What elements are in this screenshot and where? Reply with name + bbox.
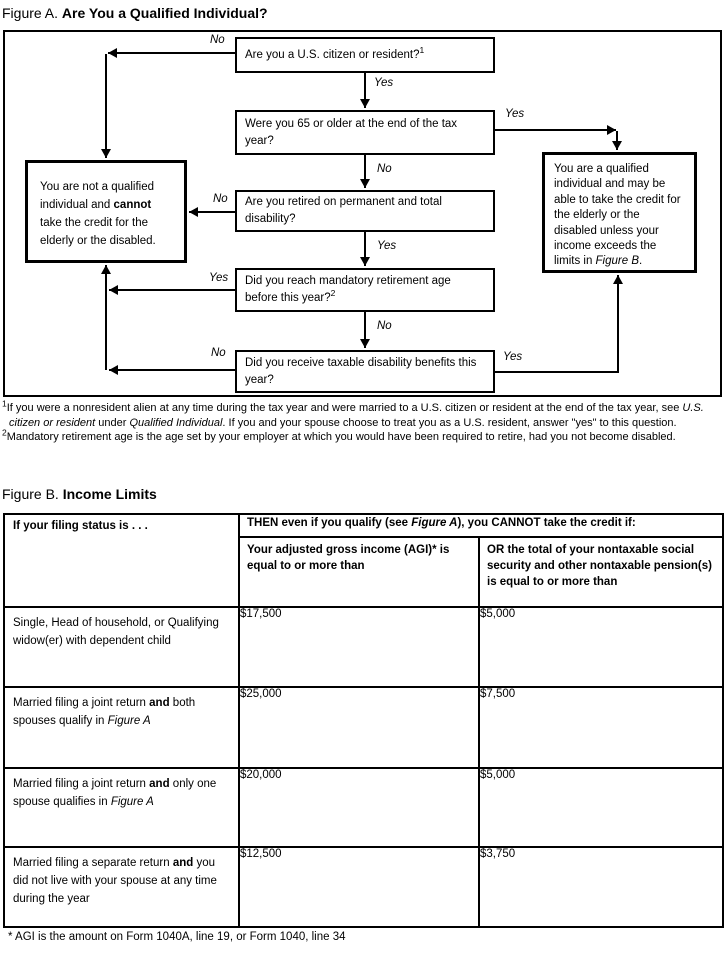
agi-amount-cell: $20,000 bbox=[239, 768, 479, 847]
nontaxable-amount-cell: $5,000 bbox=[479, 607, 723, 687]
nontaxable-column-header: OR the total of your nontaxable social security and other nontaxable pension(s) is equal to or more than bbox=[479, 537, 723, 607]
agi-amount-cell: $12,500 bbox=[239, 847, 479, 927]
table-row-single bbox=[4, 607, 723, 687]
table-row-separate-return bbox=[4, 847, 723, 927]
branch-label-no-q3: No bbox=[213, 193, 228, 205]
nontaxable-amount-cell: $5,000 bbox=[479, 768, 723, 847]
branch-label-yes-q4: Yes bbox=[209, 272, 229, 284]
nontaxable-amount-cell: $7,500 bbox=[479, 687, 723, 768]
agi-footnote: * AGI is the amount on Form 1040A, line 19, or Form 1040, line 34 bbox=[8, 931, 346, 943]
qualified-individual-flowchart bbox=[3, 30, 722, 397]
figure-a-title-text: Are You a Qualified Individual? bbox=[61, 5, 268, 21]
branch-label-yes-q1: Yes bbox=[374, 77, 394, 89]
figure-b-title-prefix: Figure B. bbox=[2, 486, 59, 502]
figure-b-title bbox=[2, 486, 157, 502]
flowchart-question-citizen: Are you a U.S. citizen or resident?$^1$ bbox=[235, 37, 495, 73]
figure-a-title-prefix: Figure A. bbox=[2, 5, 59, 21]
figure-a-footnote-1: $^1$If you were a nonresident alien at any time during the tax year and were married to a U.S. citizen or resident at the end of the tax year, see U.S. citizen or resident under Qualified Individual. If you and your spouse choose to treat you as a U.S. resident, answer "yes" to this question. bbox=[2, 398, 704, 429]
figure-a-footnotes bbox=[2, 398, 721, 445]
branch-label-yes-q3: Yes bbox=[377, 240, 397, 252]
branch-label-no-q4: No bbox=[377, 320, 392, 332]
flowchart-question-retired-disability: Are you retired on permanent and total disability? bbox=[235, 190, 495, 232]
income-limits-table bbox=[3, 513, 724, 928]
agi-amount-cell: $17,500 bbox=[239, 607, 479, 687]
then-qualify-header: THEN even if you qualify (see Figure A), you CANNOT take the credit if: bbox=[239, 514, 723, 537]
filing-status-cell: Married filing a joint return and only one spouse qualifies in Figure A bbox=[4, 768, 239, 847]
branch-label-no-q1: No bbox=[210, 34, 225, 46]
filing-status-cell: Single, Head of household, or Qualifying widow(er) with dependent child bbox=[4, 607, 239, 687]
table-row-joint-one-qualifies bbox=[4, 768, 723, 847]
outcome-qualified: You are a qualified individual and may be able to take the credit for the elderly or the disabled unless your income exceeds the limits in Figure B. bbox=[542, 152, 697, 273]
filing-status-cell: Married filing a joint return and both spouses qualify in Figure A bbox=[4, 687, 239, 768]
branch-label-yes-q2: Yes bbox=[505, 108, 525, 120]
branch-label-no-q2: No bbox=[377, 163, 392, 175]
filing-status-header: If your filing status is . . . bbox=[4, 514, 239, 607]
outcome-not-qualified: You are not a qualified individual and cannot take the credit for the elderly or the disabled. bbox=[25, 160, 187, 263]
agi-column-header: Your adjusted gross income (AGI)* is equal to or more than bbox=[239, 537, 479, 607]
table-row-joint-both-qualify bbox=[4, 687, 723, 768]
branch-label-yes-q5: Yes bbox=[503, 351, 523, 363]
figure-b-title-text: Income Limits bbox=[62, 486, 157, 502]
agi-amount-cell: $25,000 bbox=[239, 687, 479, 768]
flowchart-question-taxable-benefits: Did you receive taxable disability benefits this year? bbox=[235, 350, 495, 393]
figure-a-title bbox=[2, 5, 268, 21]
flowchart-question-age-65: Were you 65 or older at the end of the tax year? bbox=[235, 110, 495, 155]
filing-status-cell: Married filing a separate return and you did not live with your spouse at any time during the year bbox=[4, 847, 239, 927]
nontaxable-amount-cell: $3,750 bbox=[479, 847, 723, 927]
flowchart-question-mandatory-retirement: Did you reach mandatory retirement age before this year?$^2$ bbox=[235, 268, 495, 312]
branch-label-no-q5: No bbox=[211, 347, 226, 359]
figure-a-footnote-2: $^2$Mandatory retirement age is the age set by your employer at which you would have been required to retire, had you not become disabled. bbox=[2, 427, 676, 444]
